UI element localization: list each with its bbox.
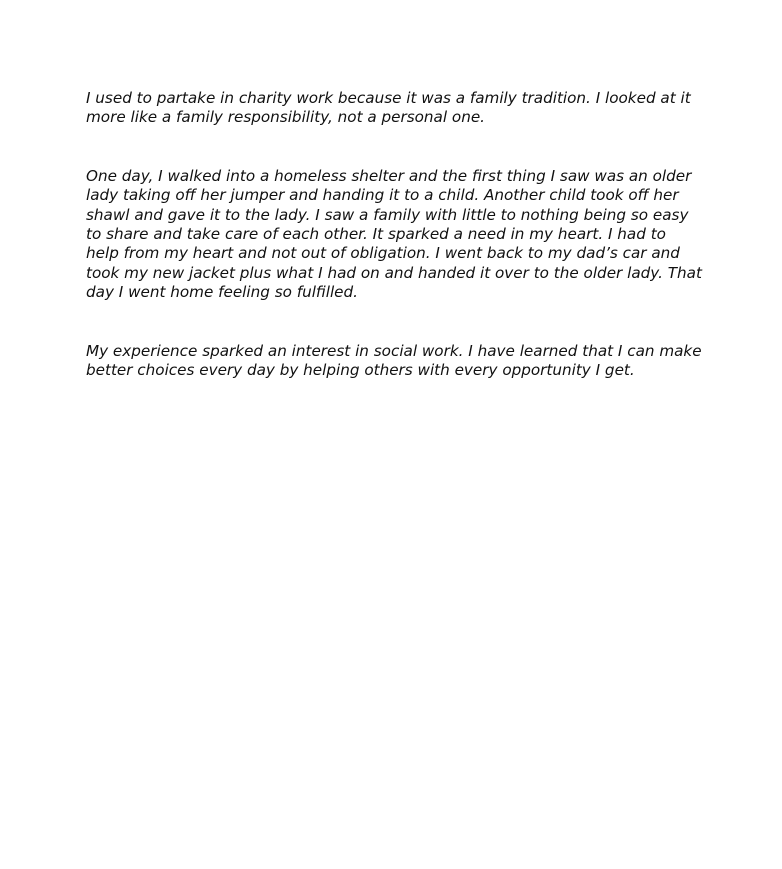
document-body	[86, 89, 706, 380]
paragraph-homeless-shelter: One day, I walked into a homeless shelter and the first thing I saw was an older lady taking off her jumper and handing it to a child. Another child took off her shawl and gave it to the lady. I saw a family with little to nothing being so easy to share and take care of each other. It sparked a need in my heart. I had to help from my heart and not out of obligation. I went back to my dad’s car and took my new jacket plus what I had on and handed it over to the older lady. That day I went home feeling so fulfilled.	[86, 166, 702, 302]
paragraph-charity-tradition: I used to partake in charity work because it was a family tradition. I looked at it more like a family responsibility, not a personal one.	[86, 89, 691, 127]
paragraph-social-work: My experience sparked an interest in social work. I have learned that I can make better choices every day by helping others with every opportunity I get.	[86, 341, 702, 380]
